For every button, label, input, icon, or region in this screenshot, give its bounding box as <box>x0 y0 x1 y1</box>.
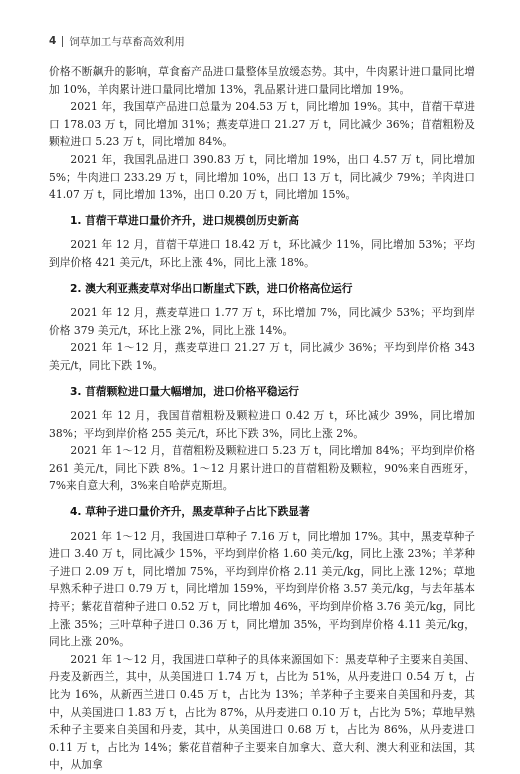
paragraph: 2021 年 12 月，燕麦草进口 1.77 万 t，环比增加 7%，同比减少 53%；平均到岸价格 379 美元/t，环比上涨 2%，同比上涨 14%。 <box>49 306 475 337</box>
paragraph: 2021 年 12 月，苜蓿干草进口 18.42 万 t，环比减少 11%，同比增加 53%；平均到岸价格 421 美元/t，环比上涨 4%，同比上涨 18%。 <box>49 238 475 269</box>
paragraph: 2021 年 1～12 月，苜蓿粗粉及颗粒进口 5.23 万 t，同比增加 84%；平均到岸价格 261 美元/t，同比下跌 8%。1～12 月累计进口的苜蓿粗粉及颗粒，90%来自西班牙，7%来自意大利，3%来自哈萨克斯坦。 <box>49 444 475 493</box>
paragraph: 2021 年 1～12 月，我国进口草种子的具体来源国如下：黑麦草种子主要来自美国、丹麦及新西兰，其中，从美国进口 1.74 万 t，占比为 51%，从丹麦进口 0.54 万 t，占比为 16%，从新西兰进口 0.45 万 t，占比为 13%；羊茅种子主要来自美国和丹麦，其中，从美国进口 1.83 万 t，占比为 87%，从丹麦进口 0.10 万 t，占比为 5%；草地早熟禾种子主要来自美国和丹麦，其中，从美国进口 0.68 万 t，占比为 86%，从丹麦进口 0.11 万 t，占比为 14%；紫花苜蓿种子主要来自加拿大、意大利、澳大利亚和法国，其中，从加拿 <box>49 652 475 772</box>
section-heading: 3. 苜蓿颗粒进口量大幅增加，进口价格平稳运行 <box>70 384 299 398</box>
paragraph: 2021 年 12 月，我国苜蓿粗粉及颗粒进口 0.42 万 t，环比减少 39%，同比增加 38%；平均到岸价格 255 美元/t，环比下跌 3%，同比上涨 2%。 <box>49 409 475 440</box>
header-divider <box>62 36 63 47</box>
book-title: 饲草加工与草畜高效利用 <box>69 35 185 48</box>
paragraph: 2021 年 1～12 月，我国进口草种子 7.16 万 t，同比增加 17%。其中，黑麦草种子进口 3.40 万 t，同比减少 15%，平均到岸价格 1.60 美元/kg，同比上涨 23%；羊茅种子进口 2.09 万 t，同比增加 75%，平均到岸价格 2.11 美元/kg，同比上涨 12%；草地早熟禾种子进口 0.79 万 t，同比增加 159%，平均到岸价格 3.57 美元/kg，与去年基本持平；紫花苜蓿种子进口 0.52 万 t，同比增加 46%，平均到岸价格 3.76 美元/kg，同比上涨 35%；三叶草种子进口 0.36 万 t，同比增加 35%，平均到岸价格 4.11 美元/kg，同比上涨 20%。 <box>49 529 475 649</box>
body-text <box>49 63 475 774</box>
section-heading: 4. 草种子进口量价齐升，黑麦草种子占比下跌显著 <box>70 505 310 519</box>
section-heading: 2. 澳大利亚燕麦草对华出口断崖式下跌，进口价格高位运行 <box>70 281 353 295</box>
paragraph: 2021 年 1～12 月，燕麦草进口 21.27 万 t，同比减少 36%；平均到岸价格 343 美元/t，同比下跌 1%。 <box>49 341 475 372</box>
paragraph: 价格不断飙升的影响，草食畜产品进口量整体呈放缓态势。其中，牛肉累计进口量同比增加 10%，羊肉累计进口量同比增加 13%，乳品累计进口量同比增加 19%。 <box>49 65 475 96</box>
running-head <box>49 33 475 49</box>
section-heading: 1. 苜蓿干草进口量价齐升，进口规模创历史新高 <box>70 213 299 227</box>
paragraph: 2021 年，我国乳品进口 390.83 万 t，同比增加 19%，出口 4.57 万 t，同比增加 5%；牛肉进口 233.29 万 t，同比增加 10%，出口 13 万 t，同比减少 79%；羊肉进口 41.07 万 t，同比增加 13%，出口 0.20 万 t，同比增加 15%。 <box>49 152 475 202</box>
page-number: 4 <box>49 35 57 47</box>
paragraph: 2021 年，我国草产品进口总量为 204.53 万 t，同比增加 19%。其中，苜蓿干草进口 178.03 万 t，同比增加 31%；燕麦草进口 21.27 万 t，同比减少 36%；苜蓿粗粉及颗粒进口 5.23 万 t，同比增加 84%。 <box>49 100 475 149</box>
